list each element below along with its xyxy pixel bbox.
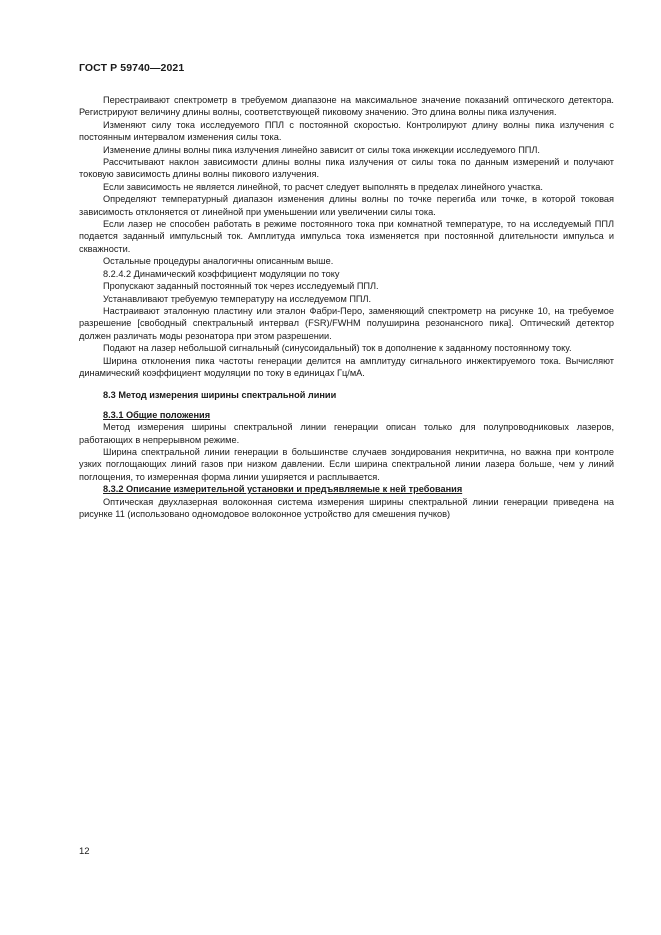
section-heading-8-3: 8.3 Метод измерения ширины спектральной линии: [103, 390, 337, 401]
paragraph: Оптическая двухлазерная волоконная система измерения ширины спектральной линии генерации приведена на рисунке 11 (использовано одномодовое волоконное устройство для смешения пучков): [79, 496, 614, 519]
body-text: [79, 94, 614, 520]
paragraph: Если лазер не способен работать в режиме постоянного тока при комнатной температуре, то на исследуемый ППЛ подается заданный импульсный ток. Амплитуда импульса тока изменяется при постоянной длительности импульса и скважности.: [79, 219, 614, 254]
paragraph: Устанавливают требуемую температуру на исследуемом ППЛ.: [103, 293, 372, 304]
paragraph: Изменяют силу тока исследуемого ППЛ с постоянной скоростью. Контролируют длину волны пика излучения с постоянным интервалом изменения силы тока.: [79, 119, 614, 143]
paragraph: Определяют температурный диапазон изменения длины волны по точке перегиба или точке, в которой токовая зависимость отклоняется от линейной при уменьшении или увеличении силы тока.: [79, 194, 614, 217]
paragraph: Если зависимость не является линейной, то расчет следует выполнять в пределах линейного участка.: [103, 181, 543, 192]
paragraph: Ширина спектральной линии генерации в большинстве случаев зондирования некритична, но важна при контроле узких поглощающих линий газов при низком давлении. Если ширина спектральной линии лазера больше, чем у линий поглощения, то измеренная форма линии уширяется и расплывается.: [79, 446, 614, 482]
paragraph: Перестраивают спектрометр в требуемом диапазоне на максимальное значение показаний оптического детектора. Регистрируют величину длины волны, соответствующей пиковому значению. Это длина волны пика излучения.: [79, 95, 614, 118]
paragraph: Метод измерения ширины спектральной линии генерации описан только для полупроводниковых лазеров, работающих в непрерывном режиме.: [79, 422, 614, 445]
section-heading-8-3-1: 8.3.1 Общие положения: [103, 409, 211, 420]
paragraph: Рассчитывают наклон зависимости длины волны пика излучения от силы тока по данным измерений и получают токовую зависимость длины волны пикового излучения.: [79, 157, 614, 180]
paragraph: Подают на лазер небольшой сигнальный (синусоидальный) ток в дополнение к заданному постоянному току.: [103, 343, 572, 354]
paragraph: Изменение длины волны пика излучения линейно зависит от силы тока инжекции исследуемого ППЛ.: [103, 144, 540, 155]
standard-header: ГОСТ Р 59740—2021: [79, 62, 185, 74]
subsection-title: 8.2.4.2 Динамический коэффициент модуляции по току: [103, 268, 340, 279]
paragraph: Остальные процедуры аналогичны описанным выше.: [103, 256, 334, 267]
page-number: 12: [79, 846, 90, 857]
section-heading-8-3-2: 8.3.2 Описание измерительной установки и предъявляемые к ней требования: [103, 484, 463, 495]
paragraph: Ширина отклонения пика частоты генерации делится на амплитуду сигнального инжектируемого тока. Вычисляют динамический коэффициент модуляции по току в единицах Гц/мА.: [79, 355, 614, 378]
paragraph: Пропускают заданный постоянный ток через исследуемый ППЛ.: [103, 281, 379, 292]
paragraph: Настраивают эталонную пластину или эталон Фабри-Перо, заменяющий спектрометр на рисунке 10, на требуемое разрешение [свободный спектральный интервал (FSR)/FWHM полуширина резонансного пика]. Оптический детектор должен различать моды резонатора при этом разрешении.: [79, 305, 614, 341]
